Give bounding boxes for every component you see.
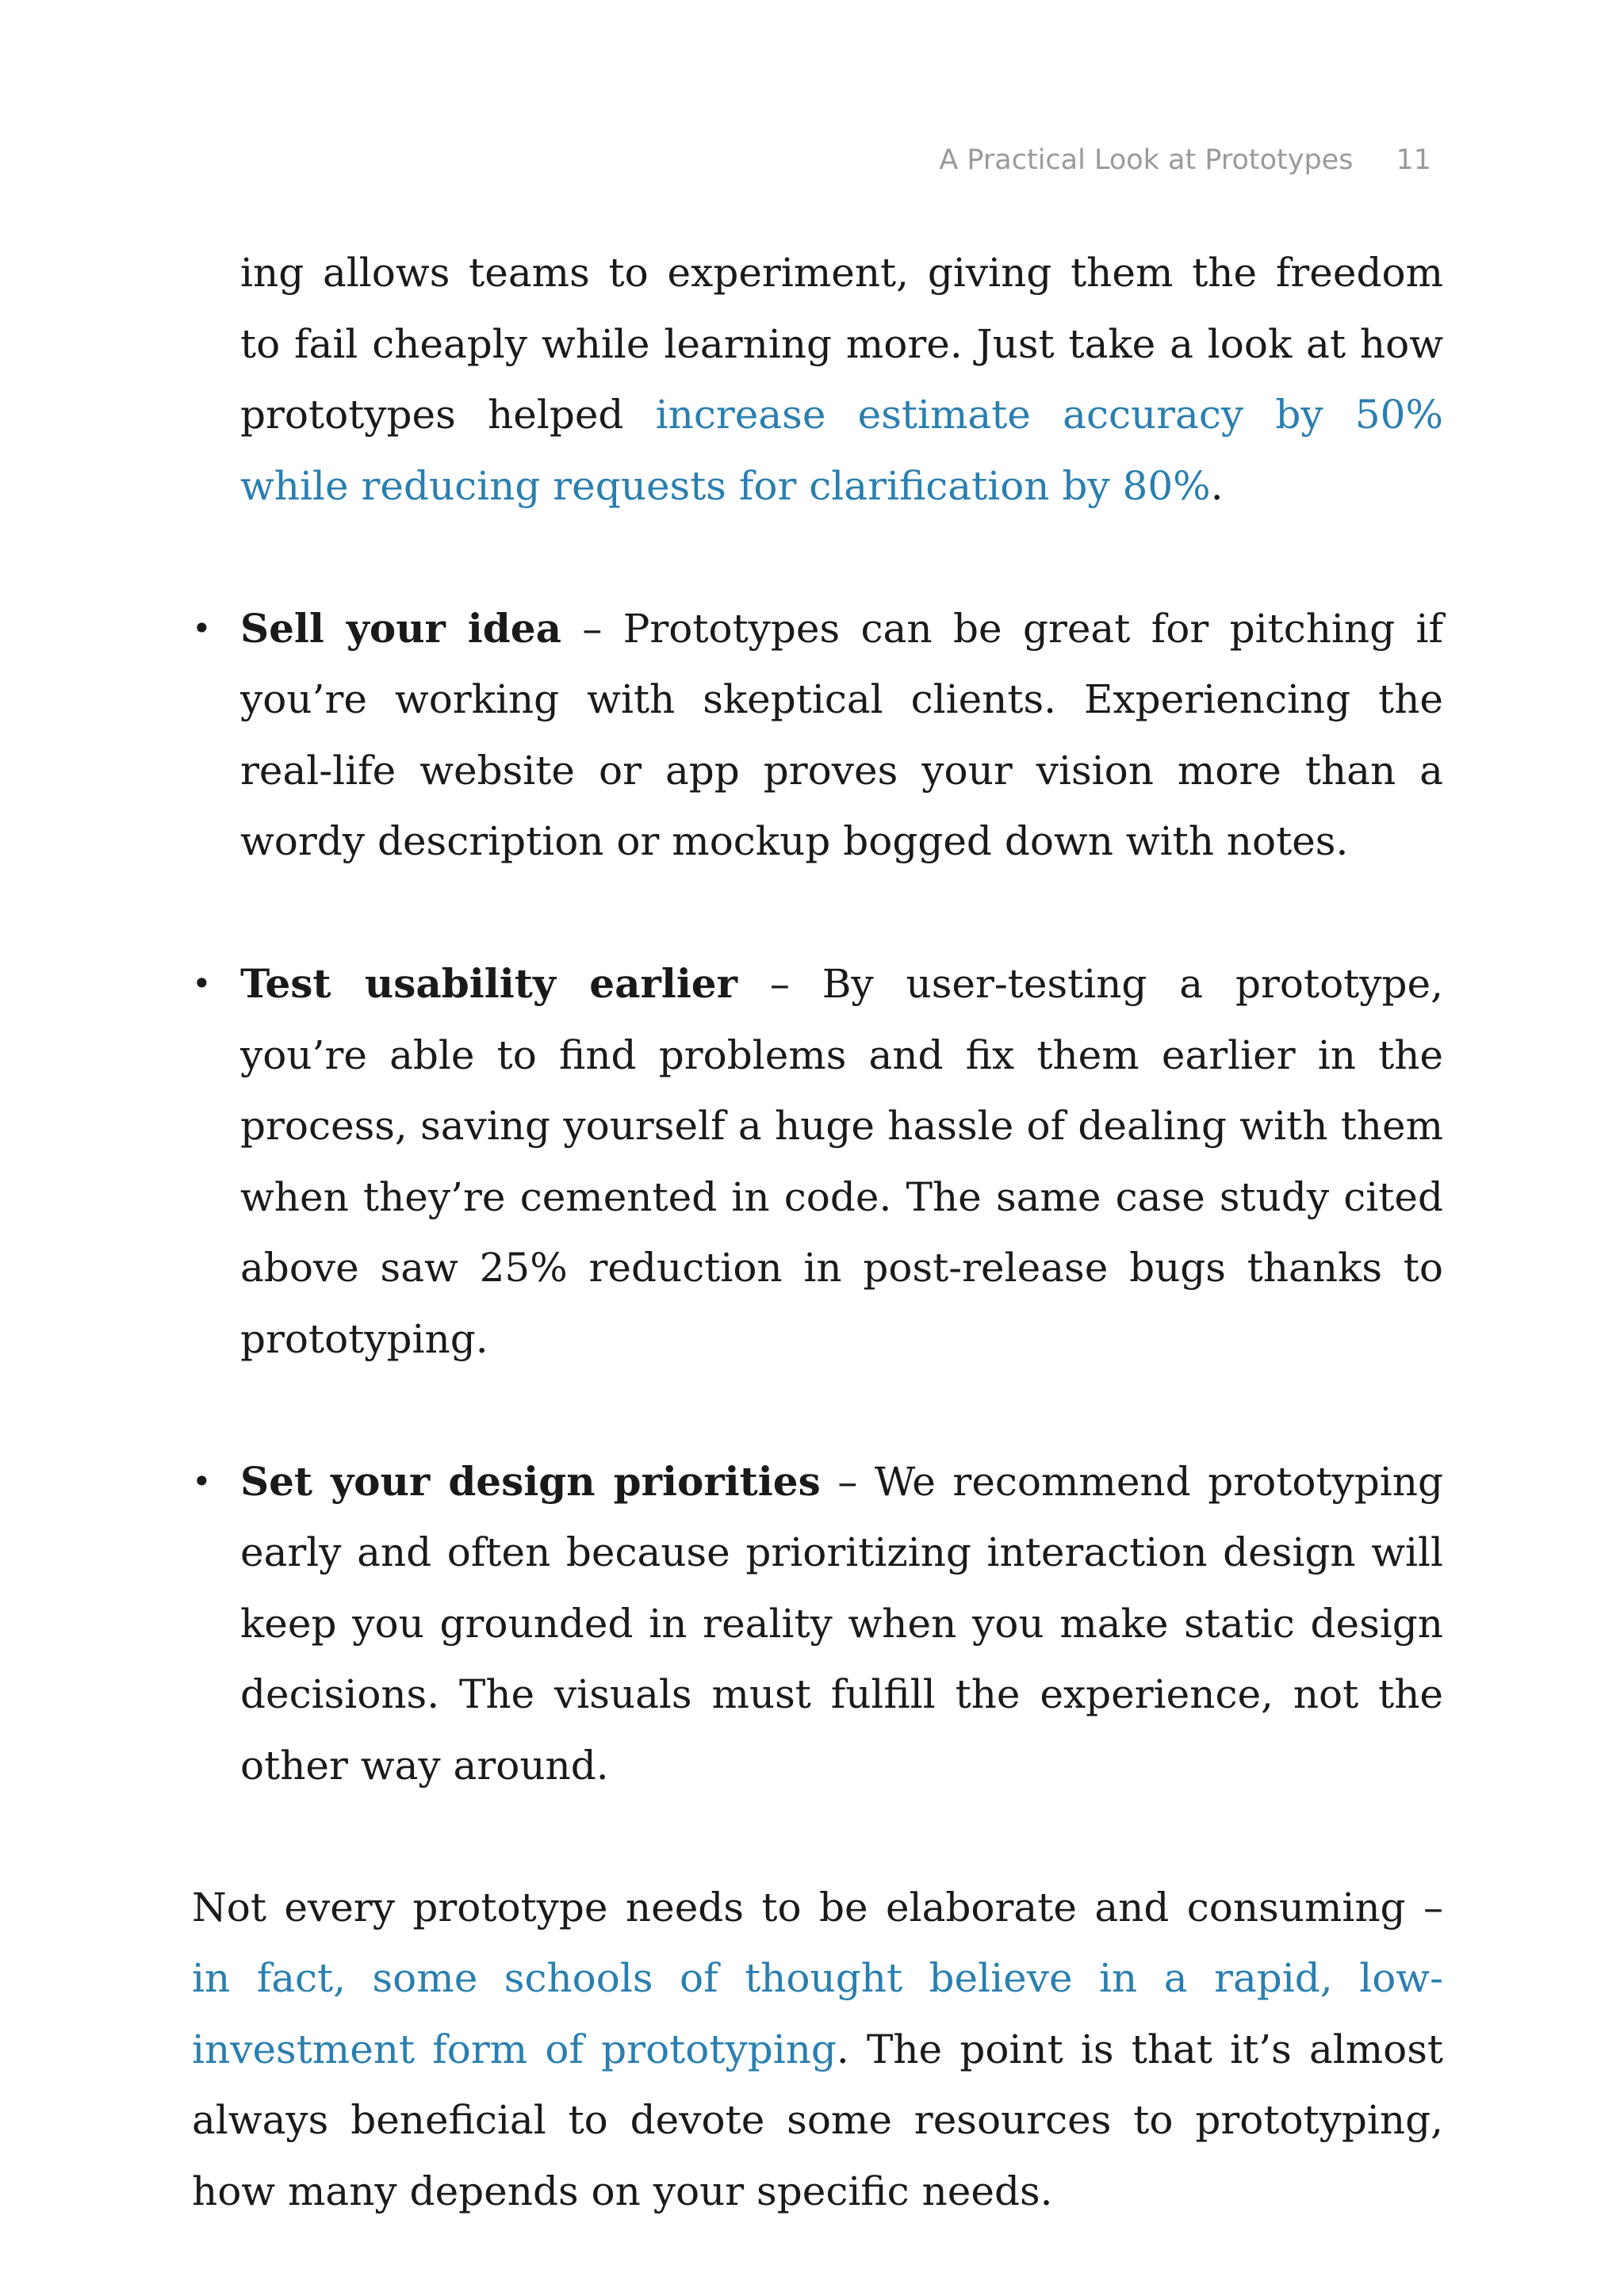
spacer [192,1801,1443,1873]
spacer [192,1375,1443,1446]
estimate-accuracy-link[interactable]: increase estimate accuracy by 50% while reducing requests for clarification by 80% [240,392,1443,509]
bullet-icon: • [192,1461,212,1501]
bullet-item-test-usability [192,948,1443,1375]
bullet-icon: • [192,964,212,1003]
closing-end: . The point is that it’s almost always beneficial to devote some resources to prototyping, how many depends on your specific needs. [192,2026,1444,2214]
page-content [192,238,1443,2227]
page-number: 11 [1396,144,1431,176]
spacer [192,522,1443,593]
header-title: A Practical Look at Prototypes [939,144,1354,176]
spacer [192,878,1443,949]
bullet-item-design-priorities [192,1446,1443,1802]
running-header [939,144,1431,176]
closing-paragraph [192,1873,1443,2228]
bullet-text: – We recommend prototyping early and often because prioritizing interaction design will keep you grounded in reality when you make static design decisions. The visuals must fulfill the experience, not the other way around. [240,1458,1443,1789]
bullet-text: – By user-testing a prototype, you’re able to find problems and fix them earlier in the process, saving yourself a huge hassle of dealing with them when they’re cemented in code. The same case study cited above saw 25% reduction in post-release bugs thanks to prototyping. [240,961,1443,1362]
bullet-term: Test usability earlier [240,960,737,1007]
bullet-icon: • [192,608,212,648]
closing-text: Not every prototype needs to be elaborate and consuming – [192,1884,1443,1931]
continuation-end: . [1210,462,1224,509]
bullet-term: Sell your idea [240,604,561,652]
continuation-text: ing allows teams to experiment, giving them the freedom to fail cheaply while learning more. Just take a look at how prototypes helped [240,250,1443,438]
rapid-prototyping-link[interactable]: in fact, some schools of thought believe in a rapid, low-investment form of prototyping [192,1955,1443,2072]
bullet-item-sell-idea [192,593,1443,878]
continuation-paragraph [192,238,1443,522]
bullet-text: – Prototypes can be great for pitching if you’re working with skeptical clients. Experiencing the real-life website or app proves your vision more than a wordy description or mockup bogged down with notes. [240,605,1443,864]
bullet-term: Set your design priorities [240,1457,821,1505]
